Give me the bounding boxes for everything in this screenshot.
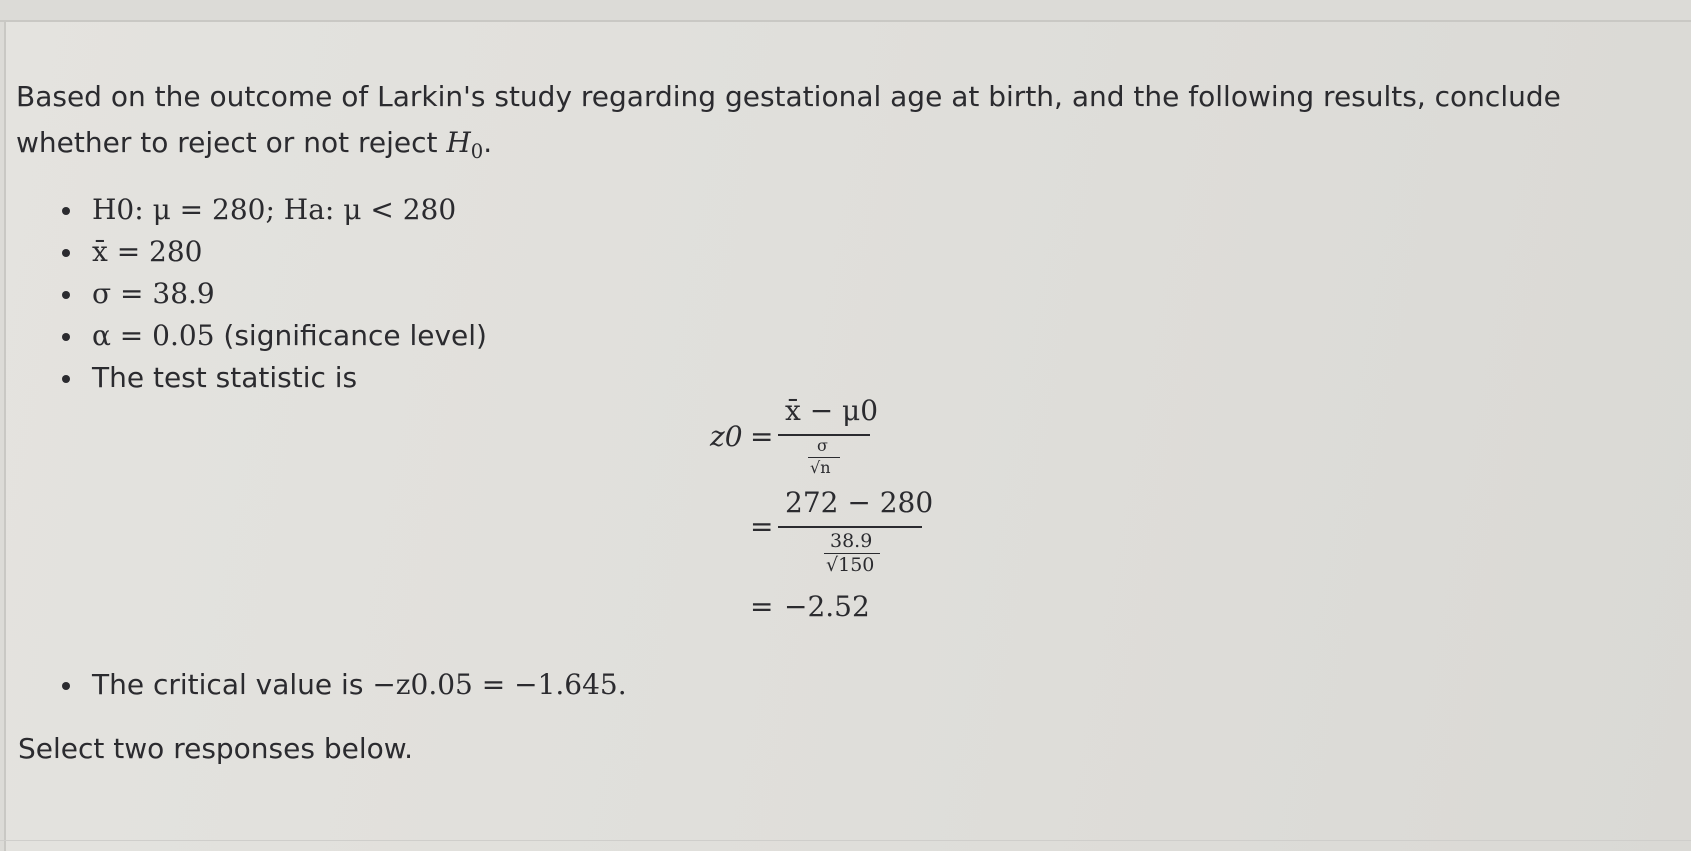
select-instruction: Select two responses below. (18, 732, 413, 765)
z0-symbol: z0 (710, 420, 743, 453)
facts-list (62, 189, 487, 399)
fraction-bar (778, 526, 922, 528)
critical-value-item: The critical value is −z0.05 = −1.645. (62, 664, 627, 706)
hypotheses-item: H0: μ = 280; Ha: μ < 280 (62, 189, 487, 231)
test-statistic-derivation (700, 390, 1000, 640)
question-prompt: Based on the outcome of Larkin's study regarding gestational age at birth, and the following results, conclude whether to reject or not reject $H_0$. (16, 80, 1561, 163)
sigma-item: σ = 38.9 (62, 273, 487, 315)
bottom-border (0, 840, 1691, 841)
numerator-values: 272 − 280 (785, 486, 934, 519)
alpha-item: α = 0.05 (significance level) (62, 315, 487, 357)
prompt-text: Based on the outcome of Larkin's study regarding gestational age at birth, and the following results, conclude whether to reject or not reject (16, 80, 1561, 159)
formula-numerator: x̄ − μ0 (785, 394, 879, 427)
equals-sign: = (750, 420, 774, 453)
equals-sign: = (750, 590, 774, 623)
sigma-value: 38.9 (830, 530, 873, 552)
sqrt-150: √150 (826, 554, 875, 576)
sample-mean-item: x̄ = 280 (62, 231, 487, 273)
sigma-sub: σ (817, 436, 828, 455)
test-statistic-item: The test statistic is (62, 357, 487, 399)
left-border (4, 20, 6, 851)
sqrt-n: √n (810, 458, 831, 477)
equals-sign: = (750, 510, 774, 543)
h0-symbol: $H_0$ (446, 126, 484, 163)
test-statistic-result: −2.52 (784, 590, 870, 623)
